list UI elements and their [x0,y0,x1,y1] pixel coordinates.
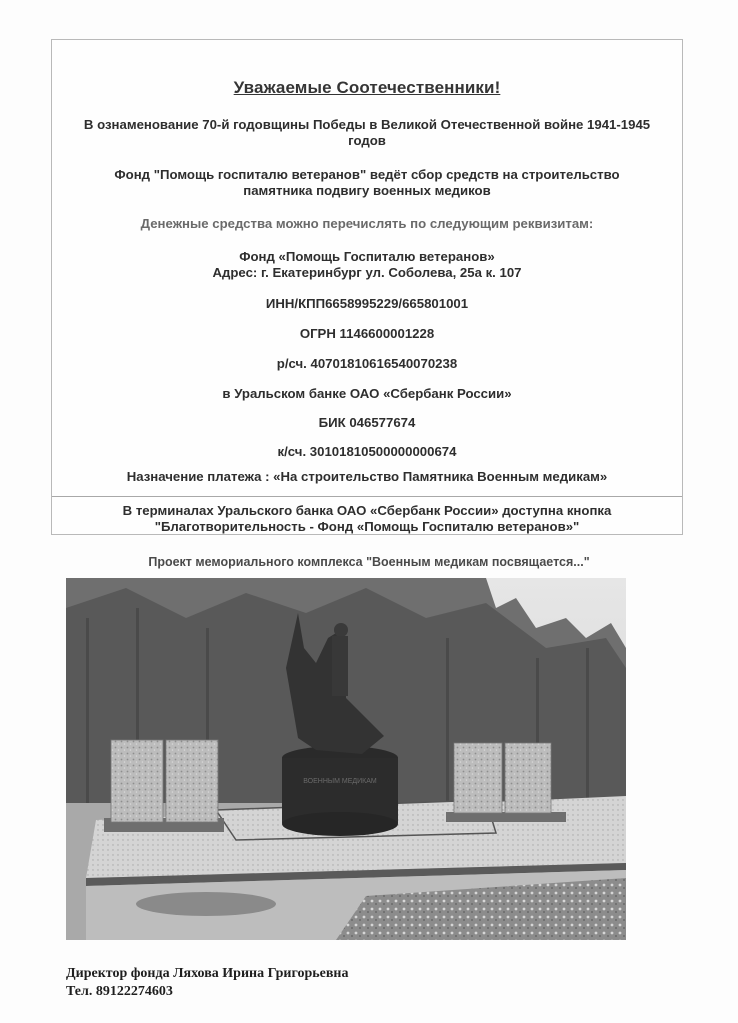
terminal-line-1: В терминалах Уральского банка ОАО «Сбербанк России» доступна кнопка [122,503,612,518]
corr-account: к/сч. 30101810500000000674 [277,444,457,459]
donation-notice-box [51,39,683,535]
payment-purpose: Назначение платежа : «На строительство Памятника Военным медикам» [126,469,608,484]
project-caption: Проект мемориального комплекса "Военным медикам посвящается..." [148,555,590,569]
fund-line-1: Фонд "Помощь госпиталю ветеранов" ведёт сбор средств на строительство [114,167,620,182]
bik: БИК 046577674 [318,415,416,430]
occasion-line-1: В ознаменование 70-й годовщины Победы в Великой Отечественной войне 1941-1945 [83,117,651,132]
fund-name: Фонд «Помощь Госпиталю ветеранов» [239,249,495,264]
memorial-photo [66,578,626,940]
director-name: Директор фонда Ляхова Ирина Григорьевна [66,966,349,981]
memorial-image [66,578,626,940]
terminal-line-2: "Благотворительность - Фонд «Помощь Госпиталю ветеранов»" [154,519,580,534]
bank-name: в Уральском банке ОАО «Сбербанк России» [222,386,512,401]
divider [52,496,682,497]
bank-account: р/сч. 40701810616540070238 [276,356,458,371]
transfer-intro: Денежные средства можно перечислять по следующим реквизитам: [140,216,594,231]
ogrn: ОГРН 1146600001228 [299,326,435,341]
inn-kpp: ИНН/КПП6658995229/665801001 [265,296,469,311]
director-phone: Тел. 89122274603 [66,984,173,999]
fund-address: Адрес: г. Екатеринбург ул. Соболева, 25а к. 107 [212,265,522,280]
notice-title: Уважаемые Соотечественники! [233,78,501,97]
occasion-line-2: годов [348,133,386,148]
fund-line-2: памятника подвигу военных медиков [243,183,491,198]
pedestal-inscription: ВОЕННЫМ МЕДИКАМ [303,778,377,785]
